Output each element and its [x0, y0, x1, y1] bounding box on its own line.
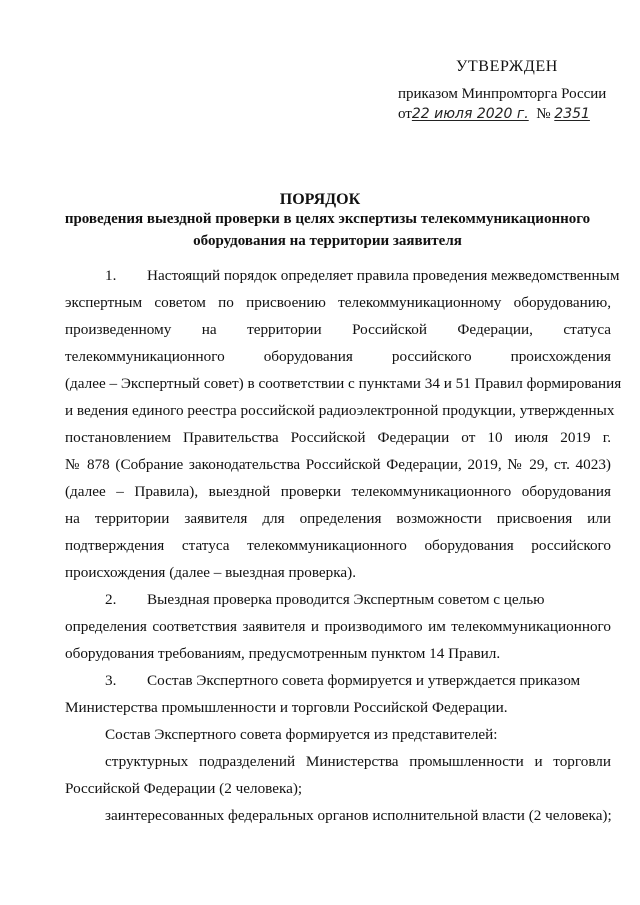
- paragraph-1-line: 1. Настоящий порядок определяет правила проведения межведомственным: [105, 267, 620, 284]
- approval-stamp-title: УТВЕРЖДЕН: [456, 58, 558, 75]
- paragraph-5-line: Российской Федерации (2 человека);: [65, 780, 303, 797]
- paragraph-5-line: структурных подразделений Министерства промышленности и торговли: [105, 753, 611, 770]
- paragraph-1-line: произведенному на территории Российской Федерации, статуса: [65, 321, 611, 338]
- handwritten-number: 2351: [554, 106, 590, 122]
- paragraph-2-number: 2.: [105, 591, 117, 608]
- number-label: №: [536, 106, 551, 122]
- paragraph-2-line: оборудования требованиям, предусмотренным пунктом 14 Правил.: [65, 645, 501, 662]
- paragraph-1-line: (далее – Экспертный совет) в соответствии с пунктами 34 и 51 Правил формирования: [65, 375, 622, 392]
- paragraph-1-line: экспертным советом по присвоению телекоммуникационному оборудованию,: [65, 294, 611, 311]
- paragraph-3-line: 3. Состав Экспертного совета формируется и утверждается приказом: [105, 672, 581, 689]
- order-date-line: [398, 106, 590, 123]
- paragraph-3-line: Министерства промышленности и торговли Российской Федерации.: [65, 699, 508, 716]
- paragraph-1-number: 1.: [105, 267, 117, 284]
- paragraph-1-line: (далее – Правила), выездной проверки телекоммуникационного оборудования: [65, 483, 611, 500]
- paragraph-1-line: на территории заявителя для определения возможности присвоения или: [65, 510, 611, 527]
- order-reference: приказом Минпромторга России: [398, 86, 607, 102]
- handwritten-date: 22 июля 2020 г.: [411, 106, 529, 122]
- paragraph-2-line: 2. Выездная проверка проводится Экспертным советом с целью: [105, 591, 545, 608]
- subtitle-line: оборудования на территории заявителя: [193, 233, 462, 249]
- subtitle-line: проведения выездной проверки в целях экспертизы телекоммуникационного: [64, 211, 591, 227]
- paragraph-1-line: телекоммуникационного оборудования российского происхождения: [65, 348, 611, 365]
- document-title: ПОРЯДОК: [279, 191, 361, 208]
- paragraph-6-line: заинтересованных федеральных органов исполнительной власти (2 человека);: [105, 807, 612, 824]
- paragraph-1-line: подтверждения статуса телекоммуникационного оборудования российского: [65, 537, 611, 554]
- paragraph-4-line: Состав Экспертного совета формируется из представителей:: [105, 726, 498, 743]
- paragraph-1-line: постановлением Правительства Российской Федерации от 10 июля 2019 г.: [65, 429, 611, 446]
- paragraph-3-number: 3.: [105, 672, 117, 689]
- paragraph-1-line: № 878 (Собрание законодательства Российской Федерации, 2019, № 29, ст. 4023): [65, 456, 611, 473]
- paragraph-1-line: происхождения (далее – выездная проверка).: [65, 564, 357, 581]
- date-prefix: от: [398, 106, 412, 122]
- paragraph-2-line: определения соответствия заявителя и производимого им телекоммуникационного: [65, 618, 611, 635]
- document-subtitle: [40, 208, 615, 252]
- paragraph-1-line: и ведения единого реестра российской радиоэлектронной продукции, утвержденных: [65, 402, 615, 419]
